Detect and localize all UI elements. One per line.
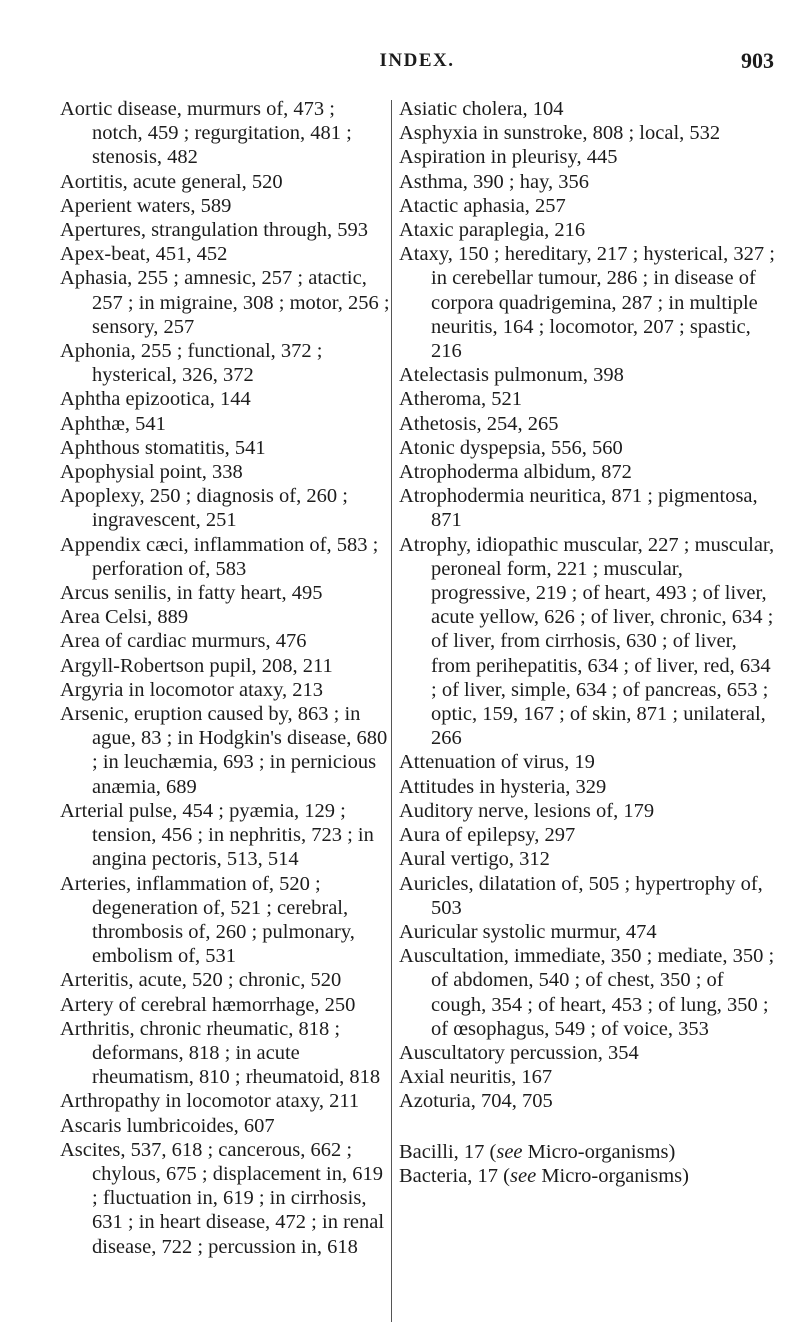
entry-text: Micro-organisms) [536, 1164, 689, 1187]
index-column-right [399, 97, 781, 1188]
index-entry: Atrophoderma albidum, 872 [399, 461, 632, 484]
entry-text: Bacteria, 17 ( [399, 1164, 510, 1187]
index-entry: Arthritis, chronic rheumatic, 818 ; deformans, 818 ; in acute rheumatism, 810 ; rheumatoid, 818 [60, 1017, 381, 1089]
index-entry: Auditory nerve, lesions of, 179 [399, 799, 655, 822]
page-header [60, 50, 774, 80]
index-entry: Aphonia, 255 ; functional, 372 ; hysterical, 326, 372 [60, 340, 323, 387]
index-entry: Area of cardiac murmurs, 476 [60, 630, 307, 653]
index-entry: Asphyxia in sunstroke, 808 ; local, 532 [399, 122, 721, 145]
index-entry: Aphasia, 255 ; amnesic, 257 ; atactic, 257 ; in migraine, 308 ; motor, 256 ; sensory, 257 [60, 267, 390, 338]
index-entry: Apex-beat, 451, 452 [60, 243, 228, 266]
index-entry: Ataxic paraplegia, 216 [399, 219, 586, 242]
index-entry: Area Celsi, 889 [60, 606, 189, 629]
index-entry: Auscultatory percussion, 354 [399, 1041, 639, 1064]
index-entry: Azoturia, 704, 705 [399, 1090, 553, 1113]
see-reference: see [496, 1140, 523, 1163]
index-entry: Asiatic cholera, 104 [399, 98, 564, 120]
index-entry: Atrophy, idiopathic muscular, 227 ; muscular, peroneal form, 221 ; muscular, progressive, 219 ; of heart, 493 ; of liver, acute yellow, 626 ; of liver, chronic, 634 ; of liver, from cirrhosis, 630 ; of liver, from perihepatitis, 634 ; of liver, red, 634 ; of liver, simple, 634 ; of pancreas, 653 ; optic, 159, 167 ; of skin, 871 ; unilateral, 266 [399, 533, 775, 750]
index-entry: Arthropathy in locomotor ataxy, 211 [60, 1090, 360, 1113]
index-entry: Apoplexy, 250 ; diagnosis of, 260 ; ingravescent, 251 [60, 485, 348, 532]
index-entry: Attitudes in hysteria, 329 [399, 775, 607, 798]
index-entry: Appendix cæci, inflammation of, 583 ; perforation of, 583 [60, 533, 379, 580]
index-entry: Auricles, dilatation of, 505 ; hypertrophy of, 503 [399, 872, 763, 919]
index-entry [399, 1140, 781, 1164]
index-entry: Ascites, 537, 618 ; cancerous, 662 ; chylous, 675 ; displacement in, 619 ; fluctuation in, 619 ; in cirrhosis, 631 ; in heart disease, 472 ; in renal disease, 722 ; percussion in, 618 [60, 1138, 385, 1258]
page-number: 903 [741, 48, 774, 73]
index-entry [399, 1164, 781, 1188]
index-entry: Argyria in locomotor ataxy, 213 [60, 678, 324, 701]
running-title: INDEX. [379, 50, 455, 71]
see-reference: see [510, 1164, 537, 1187]
index-entry: Aortic disease, murmurs of, 473 ; notch, 459 ; regurgitation, 481 ; stenosis, 482 [60, 98, 352, 169]
index-entry: Arteritis, acute, 520 ; chronic, 520 [60, 969, 342, 992]
index-entry: Ascaris lumbricoides, 607 [60, 1114, 275, 1137]
index-entry: Aura of epilepsy, 297 [399, 824, 576, 847]
index-entry: Arcus senilis, in fatty heart, 495 [60, 582, 323, 605]
index-entry: Atheroma, 521 [399, 388, 522, 411]
index-entry: Aphtha epizootica, 144 [60, 388, 251, 411]
section-gap [399, 1114, 781, 1140]
index-entry: Arteries, inflammation of, 520 ; degeneration of, 521 ; cerebral, thrombosis of, 260 ; pulmonary, embolism of, 531 [60, 872, 355, 968]
index-entry: Arsenic, eruption caused by, 863 ; in ague, 83 ; in Hodgkin's disease, 680 ; in leuchæmia, 693 ; in pernicious anæmia, 689 [60, 703, 388, 798]
index-entry: Arterial pulse, 454 ; pyæmia, 129 ; tension, 456 ; in nephritis, 723 ; in angina pectoris, 513, 514 [60, 799, 374, 871]
index-entry: Aspiration in pleurisy, 445 [399, 146, 618, 169]
entry-text: Micro-organisms) [522, 1140, 676, 1163]
index-entry: Atonic dyspepsia, 556, 560 [399, 436, 623, 459]
index-entry: Aortitis, acute general, 520 [60, 170, 283, 193]
index-entry: Auscultation, immediate, 350 ; mediate, 350 ; of abdomen, 540 ; of chest, 350 ; of cough, 354 ; of heart, 453 ; of lung, 350 ; of œsophagus, 549 ; of voice, 353 [399, 945, 775, 1040]
index-entry: Argyll-Robertson pupil, 208, 211 [60, 654, 333, 677]
index-entry: Ataxy, 150 ; hereditary, 217 ; hysterical, 327 ; in cerebellar tumour, 286 ; in disease of corpora quadrigemina, 287 ; in multiple neuritis, 164 ; locomotor, 207 ; spastic, 216 [399, 243, 775, 363]
index-entry: Axial neuritis, 167 [399, 1066, 553, 1089]
index-entry: Apophysial point, 338 [60, 461, 243, 484]
index-entry: Aphthæ, 541 [60, 412, 166, 435]
entry-text: Bacilli, 17 ( [399, 1140, 497, 1163]
column-divider [391, 100, 392, 1322]
index-entry: Auricular systolic murmur, 474 [399, 920, 657, 943]
index-entry: Atactic aphasia, 257 [399, 194, 566, 217]
index-entry: Aural vertigo, 312 [399, 848, 550, 871]
index-entry: Aphthous stomatitis, 541 [60, 436, 266, 459]
index-entry: Atelectasis pulmonum, 398 [399, 364, 624, 387]
index-column-left [60, 97, 390, 1259]
index-entry: Asthma, 390 ; hay, 356 [399, 170, 589, 193]
index-entry: Athetosis, 254, 265 [399, 412, 559, 435]
index-entry: Atrophodermia neuritica, 871 ; pigmentosa, 871 [399, 485, 758, 532]
index-entry: Attenuation of virus, 19 [399, 751, 595, 774]
index-entry: Artery of cerebral hæmorrhage, 250 [60, 993, 356, 1016]
index-entry: Apertures, strangulation through, 593 [60, 219, 369, 242]
index-entry: Aperient waters, 589 [60, 194, 232, 217]
